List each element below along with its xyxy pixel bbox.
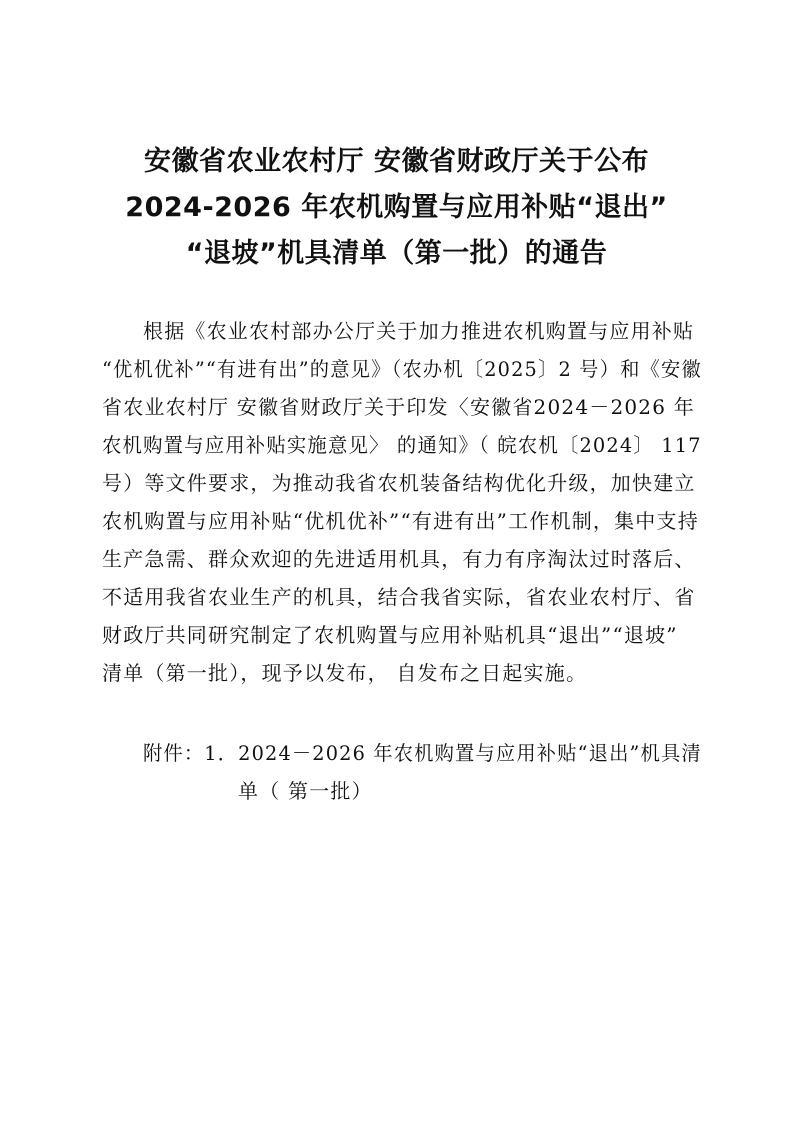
body-line-5: 号）等文件要求，为推动我省农机装备结构优化升级，加快建立 — [102, 471, 696, 495]
body-line-6: 农机购置与应用补贴“优机优补”“有进有出”工作机制，集中支持 — [102, 509, 699, 533]
body-line-1: 根据《农业农村部办公厅关于加力推进农机购置与应用补贴 — [143, 319, 695, 343]
body-line-8: 不适用我省农业生产的机具，结合我省实际，省农业农村厅、省 — [102, 585, 696, 609]
body-line-2: “优机优补”“有进有出”的意见》（农办机〔2025〕2 号）和《安徽 — [102, 357, 702, 381]
attachment-line-1: 附件：1．2024－2026 年农机购置与应用补贴“退出”机具清 — [143, 741, 702, 765]
body-line-3: 省农业农村厅 安徽省财政厅关于印发〈安徽省2024－2026 年 — [102, 395, 695, 419]
attachment-line-2: 单（ 第一批） — [238, 779, 373, 803]
body-line-4: 农机购置与应用补贴实施意见〉 的通知》（ 皖农机〔2024〕 117 — [102, 433, 702, 457]
body-line-9: 财政厅共同研究制定了农机购置与应用补贴机具“退出”“退坡” — [102, 623, 678, 647]
body-line-7: 生产急需、群众欢迎的先进适用机具，有力有序淘汰过时落后、 — [102, 547, 696, 571]
document-title-line-3: “退坡”机具清单（第一批）的通告 — [185, 238, 608, 269]
document-title-line-2: 2024-2026 年农机购置与应用补贴“退出” — [125, 192, 668, 223]
document-title-line-1: 安徽省农业农村厅 安徽省财政厅关于公布 — [144, 146, 649, 177]
body-line-10: 清单（第一批），现予以发布， 自发布之日起实施。 — [102, 661, 588, 685]
